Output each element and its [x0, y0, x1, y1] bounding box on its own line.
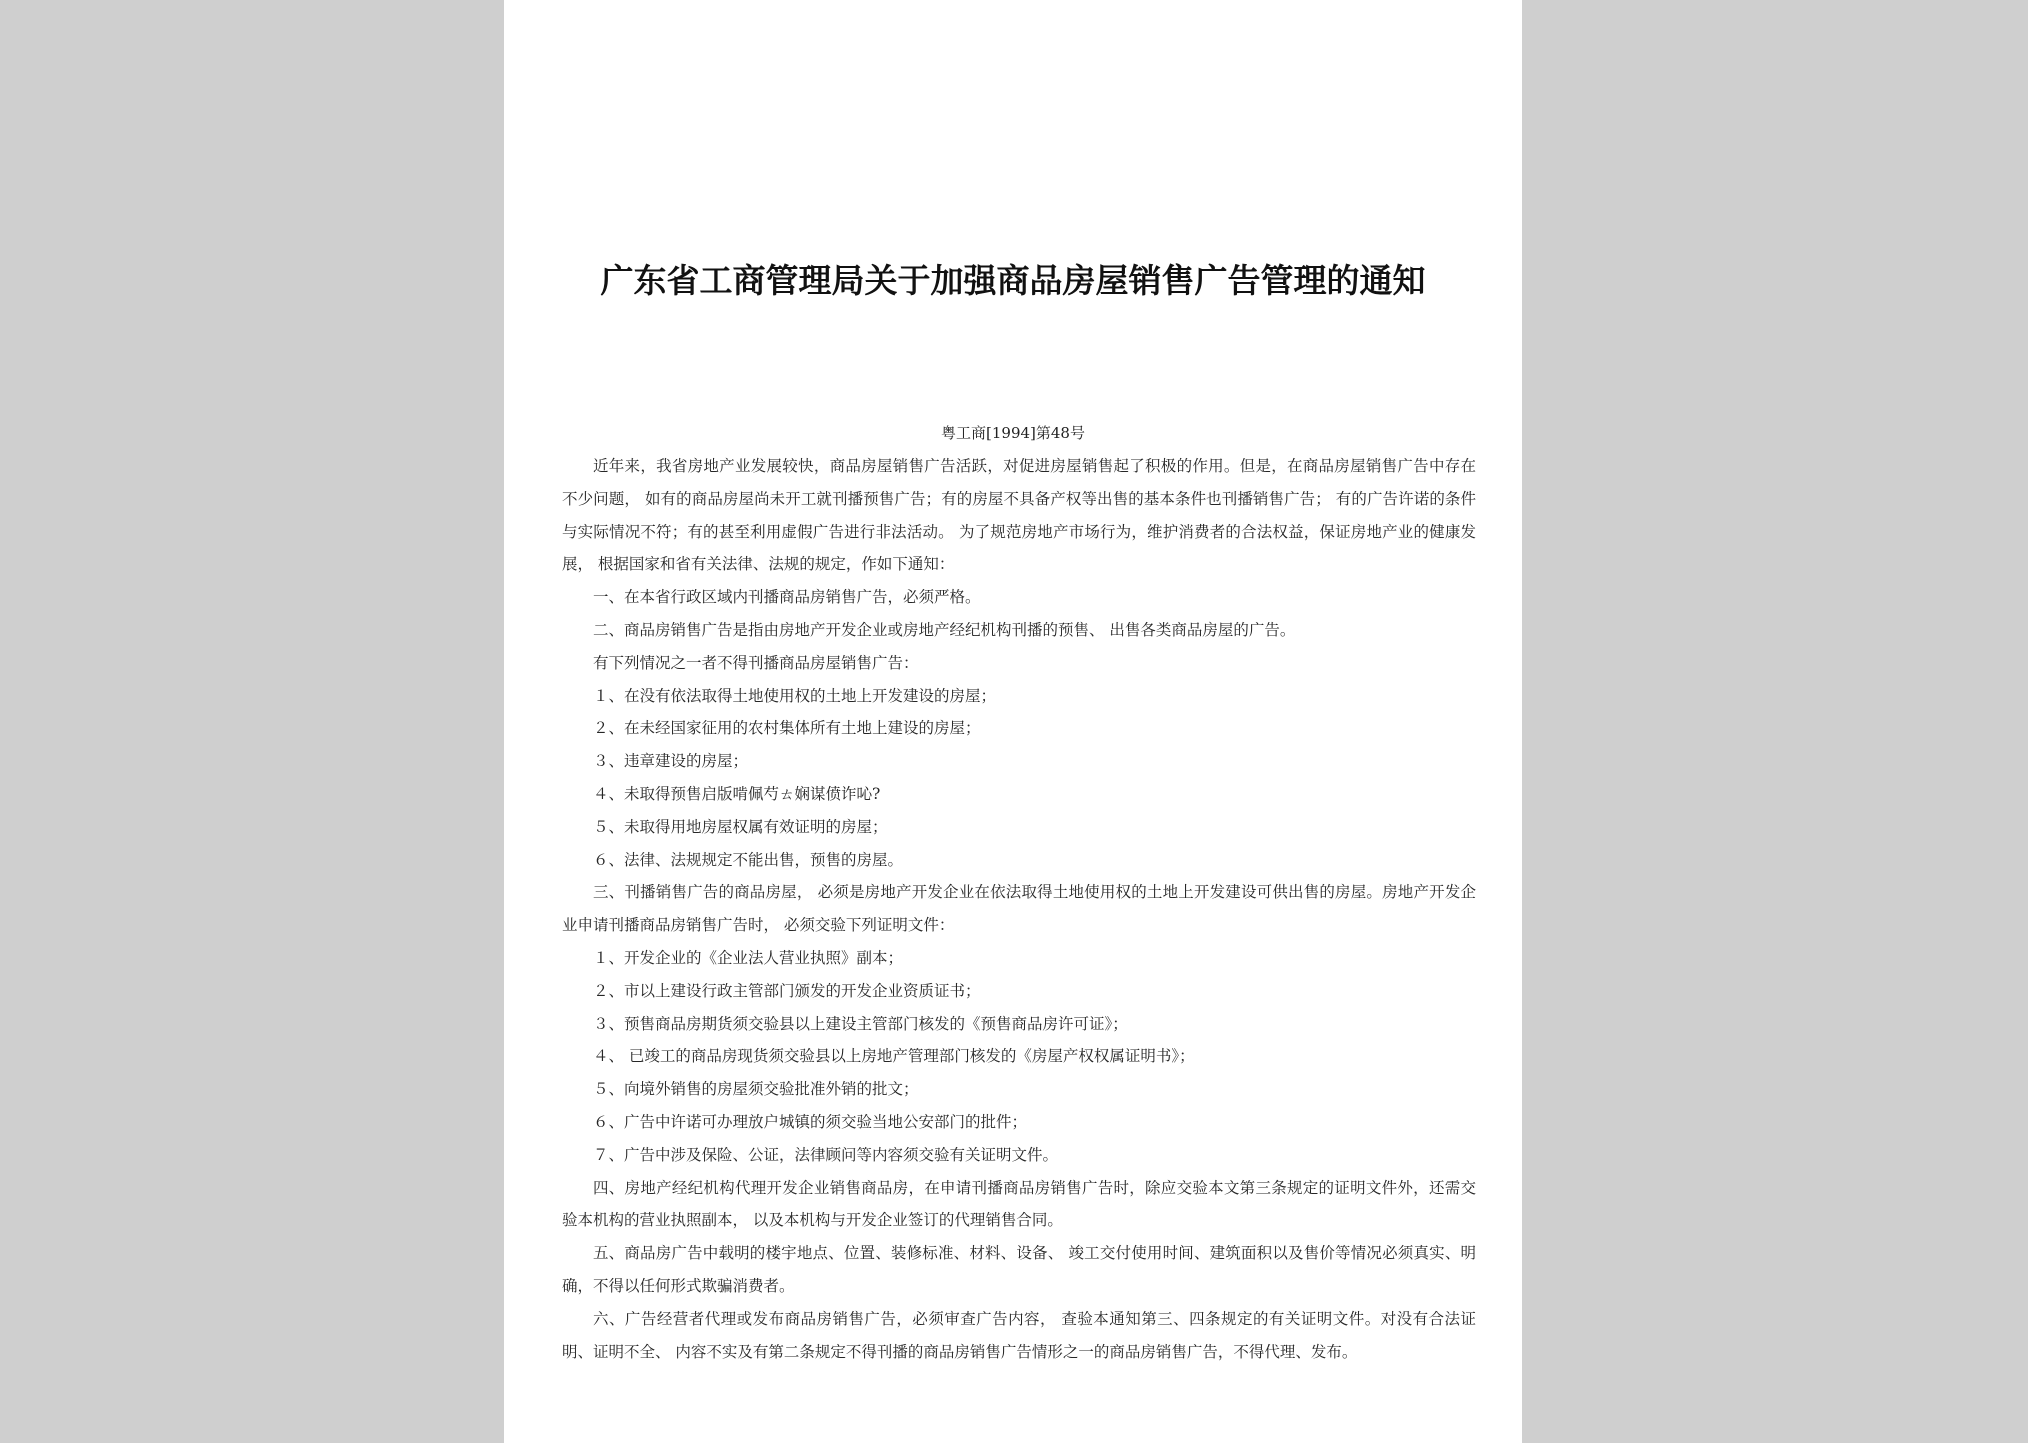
list-item: ６、广告中许诺可办理放户城镇的须交验当地公安部门的批件；: [593, 1112, 1028, 1131]
list-item: ２、在未经国家征用的农村集体所有土地上建设的房屋；: [593, 719, 981, 738]
list-item: １、在没有依法取得土地使用权的土地上开发建设的房屋；: [593, 686, 997, 705]
document-title: 广东省工商管理局关于加强商品房屋销售广告管理的通知: [600, 261, 1426, 300]
list-item: ２、市以上建设行政主管部门颁发的开发企业资质证书；: [593, 981, 981, 1000]
list-item: ３、违章建设的房屋；: [593, 752, 749, 771]
clause-2: 二、商品房销售广告是指由房地产开发企业或房地产经纪机构刊播的预售、 出售各类商品房屋的广告。: [593, 620, 1296, 639]
intro-paragraph: 近年来，我省房地产业发展较快，商品房屋销售广告活跃，对促进房屋销售起了积极的作用。但是，在商品房屋销售广告中存在不少问题， 如有的商品房屋尚未开工就刊播预售广告；有的房屋不具备产权等出售的基本条件也刊播销售广告； 有的广告许诺的条件与实际情况不符；有的甚至利用虚假广告进行非法活动。 为了规范房地产市场行为，维护消费者的合法权益，保证房地产业的健康发展， 根据国家和省有关法律、法规的规定，作如下通知：: [562, 457, 1476, 574]
clause-5: 五、商品房广告中载明的楼宇地点、位置、装修标准、材料、设备、 竣工交付使用时间、建筑面积以及售价等情况必须真实、明确，不得以任何形式欺骗消费者。: [562, 1244, 1476, 1295]
list-item: ４、未取得预售启版啃佩芍ㄊ娴谋偾诈吣?: [593, 784, 881, 803]
list-item: ５、向境外销售的房屋须交验批准外销的批文；: [593, 1080, 919, 1099]
list-item: ６、法律、法规规定不能出售，预售的房屋。: [593, 850, 904, 869]
clause-6: 六、广告经营者代理或发布商品房销售广告，必须审查广告内容， 查验本通知第三、四条规定的有关证明文件。对没有合法证明、证明不全、 内容不实及有第二条规定不得刊播的商品房销售广告情形之一的商品房销售广告，不得代理、发布。: [562, 1309, 1476, 1361]
list-item: １、开发企业的《企业法人营业执照》副本；: [593, 948, 904, 967]
document-number: 粤工商[1994]第48号: [941, 424, 1085, 442]
list-item: ５、未取得用地房屋权属有效证明的房屋；: [593, 817, 888, 836]
clause-4: 四、房地产经纪机构代理开发企业销售商品房，在申请刊播商品房销售广告时，除应交验本文第三条规定的证明文件外，还需交验本机构的营业执照副本， 以及本机构与开发企业签订的代理销售合同。: [562, 1178, 1476, 1230]
list-intro: 有下列情况之一者不得刊播商品房屋销售广告：: [593, 653, 919, 672]
document-page[interactable]: [504, 0, 1522, 1443]
list-item: ４、 已竣工的商品房现货须交验县以上房地产管理部门核发的《房屋产权权属证明书》；: [593, 1047, 1195, 1066]
list-item: ７、广告中涉及保险、公证，法律顾问等内容须交验有关证明文件。: [593, 1145, 1059, 1164]
clause-3: 三、刊播销售广告的商品房屋， 必须是房地产开发企业在依法取得土地使用权的土地上开发建设可供出售的房屋。房地产开发企业申请刊播商品房销售广告时， 必须交验下列证明文件：: [562, 883, 1476, 935]
list-item: ３、预售商品房期货须交验县以上建设主管部门核发的《预售商品房许可证》；: [593, 1014, 1128, 1033]
clause-1: 一、在本省行政区域内刊播商品房销售广告，必须严格。: [593, 588, 981, 607]
document-body: [562, 450, 1476, 1368]
